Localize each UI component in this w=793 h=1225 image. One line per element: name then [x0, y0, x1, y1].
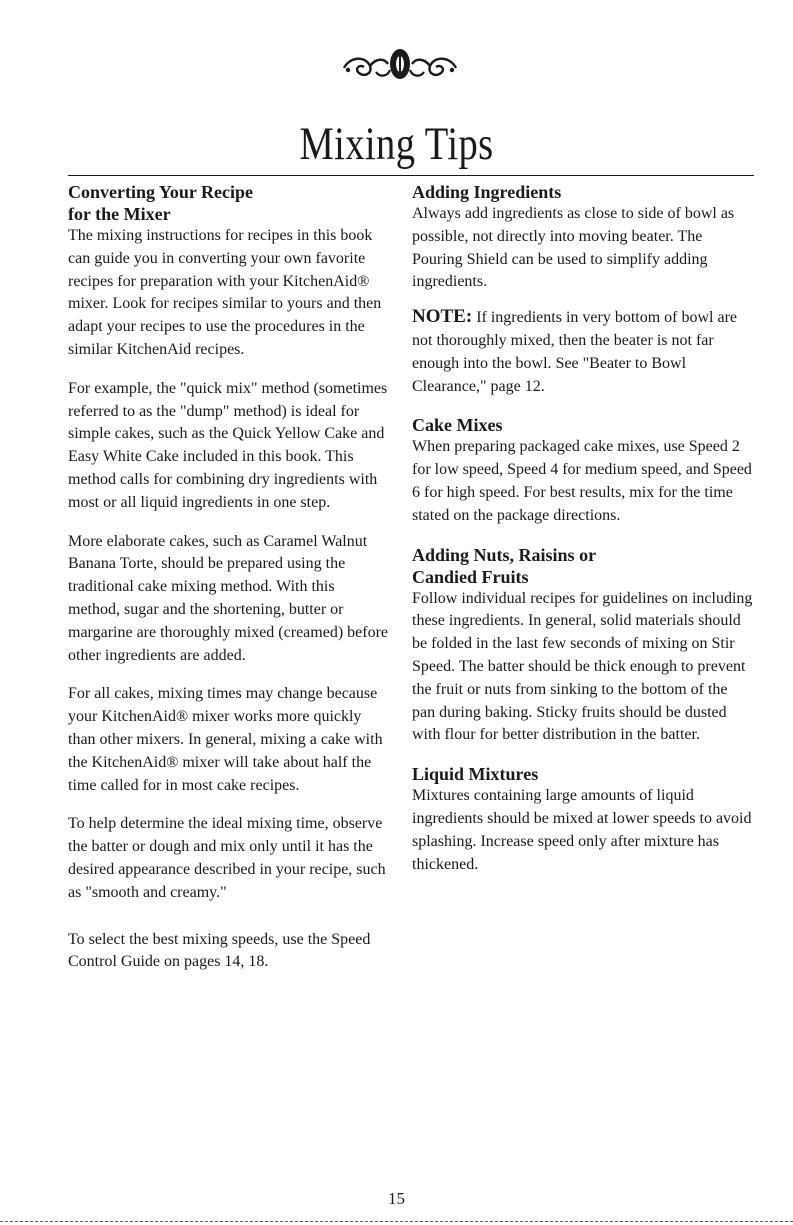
liquid-mixtures-heading: Liquid Mixtures [412, 764, 539, 785]
converting-paragraph-6: To select the best mixing speeds, use the Speed Control Guide on pages 14, 18. [68, 930, 371, 971]
page-title: Mixing Tips [299, 118, 494, 170]
adding-ingredients-heading: Adding Ingredients [412, 182, 562, 202]
right-column [412, 181, 754, 876]
left-column [68, 181, 390, 974]
page-number: 15 [388, 1189, 405, 1208]
nuts-raisins-heading-line1: Adding Nuts, Raisins or [412, 544, 597, 565]
note-label: NOTE: [412, 306, 473, 328]
ornamental-vine-icon [336, 44, 464, 84]
cake-mixes-heading: Cake Mixes [412, 415, 503, 436]
converting-paragraph-4: For all cakes, mixing times may change because your KitchenAid® mixer works more quickly than other mixers. In general, mixing a cake with the KitchenAid® mixer will take about half the time called for in most cake recipes. [68, 685, 383, 794]
note-paragraph [412, 306, 754, 398]
cake-mixes-text: When preparing packaged cake mixes, use Speed 2 for low speed, Speed 4 for medium speed, and Speed 6 for high speed. For best results, mix for the time stated on the package directions. [412, 438, 752, 524]
adding-ingredients-text: Always add ingredients as close to side of bowl as possible, not directly into moving beater. The Pouring Shield can be used to simplify adding ingredients. [412, 205, 735, 291]
liquid-mixtures-text: Mixtures containing large amounts of liquid ingredients should be mixed at lower speeds to avoid splashing. Increase speed only after mixture has thickened. [412, 787, 752, 873]
converting-paragraph-2: For example, the "quick mix" method (sometimes referred to as the "dump" method) is ideal for simple cakes, such as the Quick Yellow Cake and Easy White Cake included in this book. This method calls for combining dry ingredients with most or all liquid ingredients in one step. [68, 379, 388, 511]
nuts-raisins-text: Follow individual recipes for guidelines on including these ingredients. In general, solid materials should be folded in the last few seconds of mixing on Stir Speed. The batter should be thick enough to prevent the fruit or nuts from sinking to the bottom of the pan during baking. Sticky fruits should be dusted with flour for better distribution in the batter. [412, 589, 753, 744]
converting-paragraph-5: To help determine the ideal mixing time, observe the batter or dough and mix only until it has the desired appearance described in your recipe, such as "smooth and creamy." [68, 815, 386, 901]
converting-paragraph-1: The mixing instructions for recipes in this book can guide you in converting your own favorite recipes for preparation with your KitchenAid® mixer. Look for recipes similar to yours and then adapt your recipes to use the procedures in the similar KitchenAid recipes. [68, 227, 382, 358]
converting-paragraph-3: More elaborate cakes, such as Caramel Walnut Banana Torte, should be prepared using the traditional cake mixing method. With this method, sugar and the shortening, butter or margarine are thoroughly mixed (creamed) before other ingredients are added. [68, 532, 388, 664]
footer-rule [0, 1221, 793, 1222]
title-rule [68, 175, 754, 176]
converting-recipe-heading-line2: for the Mixer [68, 204, 171, 224]
nuts-raisins-heading-line2: Candied Fruits [412, 566, 529, 587]
converting-recipe-heading-line1: Converting Your Recipe [68, 182, 253, 202]
note-text: If ingredients in very bottom of bowl are not thoroughly mixed, then the beater is not far enough into the bowl. See "Beater to Bowl Clearance," page 12. [412, 309, 738, 395]
